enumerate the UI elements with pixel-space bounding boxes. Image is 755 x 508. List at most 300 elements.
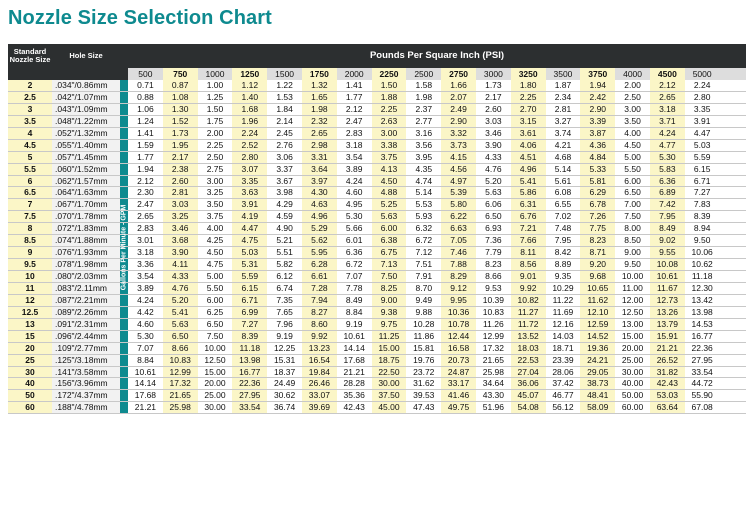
gpm-value-cell: 10.39 [482,294,504,305]
gpm-value-cell: 10.28 [413,318,435,329]
nozzle-size-cell: 5.5 [8,164,52,175]
gpm-value-cell: 9.35 [554,271,572,281]
gpm-value-cell: 9.00 [372,295,407,306]
gpm-value-cell: 5.86 [511,187,546,198]
gpm-value-cell: 6.01 [345,235,363,246]
gpm-value-cell: 2.50 [206,151,224,162]
gpm-value-cell: 5.31 [232,259,267,270]
gpm-value-cell: 20.00 [204,378,226,389]
gpm-value-cell: 7.88 [441,259,476,270]
hole-size-cell: .052"/1.32mm [52,128,120,139]
gpm-value-cell: 56.12 [552,402,574,413]
gpm-value-cell: 4.24 [345,175,363,186]
gpm-value-cell: 10.65 [580,283,615,294]
gpm-value-cell: 3.87 [580,128,615,139]
gpm-value-cell: 4.47 [232,223,267,234]
nozzle-column-header: Standard Nozzle Size [8,44,52,68]
gpm-value-cell: 8.49 [650,223,685,234]
gpm-value-cell: 3.00 [624,103,641,114]
gpm-value-cell: 46.77 [552,390,574,401]
gpm-value-cell: 3.90 [485,139,502,150]
gpm-value-cell: 27.95 [691,354,713,365]
gpm-value-cell: 2.45 [276,127,293,138]
page-title: Nozzle Size Selection Chart [8,7,272,29]
gpm-value-cell: 1.88 [372,92,407,103]
gpm-value-cell: 6.28 [302,259,337,270]
gpm-value-cell: 6.50 [163,331,198,342]
gpm-value-cell: 8.60 [302,319,337,330]
gpm-value-cell: 3.37 [276,163,293,174]
gpm-value-cell: 58.09 [580,402,615,413]
hole-size-cell: .060"/1.52mm [52,164,120,175]
gpm-value-cell: 1.41 [137,127,154,138]
gpm-value-cell: 54.08 [511,402,546,413]
gpm-value-cell: 11.67 [650,283,685,294]
gpm-value-cell: 1.84 [276,103,293,114]
gpm-value-cell: 3.61 [511,128,546,139]
gpm-value-cell: 53.03 [650,390,685,401]
gpm-value-cell: 21.21 [134,402,157,413]
gpm-value-cell: 13.42 [691,294,713,305]
gpm-value-cell: 6.71 [693,175,711,186]
gpm-value-cell: 11.62 [580,295,615,306]
gpm-value-cell: 15.00 [204,366,226,377]
gpm-value-cell: 2.37 [415,103,433,114]
gpm-value-cell: 19.36 [580,343,615,354]
gpm-value-cell: 3.90 [163,247,198,258]
hole-size-cell: .067"/1.70mm [52,199,120,210]
gpm-value-cell: 25.98 [163,402,198,413]
hole-size-cell: .048"/1.22mm [52,116,120,127]
gpm-value-cell: 3.00 [206,175,224,186]
gpm-value-cell: 3.38 [372,140,407,151]
gpm-value-cell: 4.77 [650,140,685,151]
gpm-value-cell: 29.05 [580,367,615,378]
gpm-value-cell: 2.80 [232,152,267,163]
gpm-value-cell: 6.99 [232,307,267,318]
gpm-value-cell: 4.33 [163,271,198,282]
gpm-value-cell: 3.75 [372,152,407,163]
psi-header-cell: 3250 [511,68,546,80]
gpm-value-cell: 10.78 [441,319,476,330]
nozzle-size-cell: 2.5 [8,92,52,103]
gpm-value-cell: 5.30 [137,330,154,341]
gpm-value-cell: 9.12 [441,283,476,294]
gpm-value-cell: 27.95 [232,390,267,401]
gpm-value-cell: 8.11 [511,247,546,258]
table-row [8,319,746,331]
gpm-value-cell: 11.00 [622,282,643,293]
gpm-value-cell: 5.39 [441,187,476,198]
gpm-value-cell: 3.18 [650,104,685,115]
gpm-value-cell: 49.75 [441,402,476,413]
gpm-value-cell: 2.60 [163,176,198,187]
table-row [8,199,746,211]
hole-size-cell: .072"/1.83mm [52,223,120,234]
gpm-value-cell: 5.81 [580,176,615,187]
gpm-value-cell: 9.53 [485,282,502,293]
gpm-value-cell: 3.50 [624,115,641,126]
gpm-value-cell: 13.52 [511,331,546,342]
gpm-value-cell: 2.90 [580,104,615,115]
gpm-value-cell: 3.71 [650,116,685,127]
gpm-value-cell: 5.20 [163,295,198,306]
gpm-value-cell: 3.18 [137,247,154,258]
gpm-value-cell: 5.25 [372,199,407,210]
gpm-value-cell: 2.81 [163,187,198,198]
gpm-value-cell: 6.71 [232,295,267,306]
gpm-value-cell: 2.24 [693,80,711,90]
gpm-value-cell: 2.12 [137,175,154,186]
gpm-value-cell: 9.49 [415,294,433,305]
gpm-value-cell: 25.98 [482,366,504,377]
gpm-value-cell: 6.63 [441,223,476,234]
gpm-value-cell: 28.06 [552,366,574,377]
psi-header-cell: 3750 [580,68,615,80]
gpm-value-cell: 1.77 [137,151,154,162]
gpm-value-cell: 3.50 [206,199,224,210]
table-row [8,80,746,92]
gpm-value-cell: 8.50 [624,235,641,246]
gpm-value-cell: 39.53 [413,390,435,401]
gpm-value-cell: 7.96 [276,318,293,329]
gpm-value-cell: 1.94 [580,80,615,91]
gpm-value-cell: 7.50 [624,211,641,222]
gpm-value-cell: 10.83 [482,306,504,317]
gpm-value-cell: 6.50 [206,318,224,329]
gpm-value-cell: 6.15 [232,283,267,294]
gpm-value-cell: 20.00 [621,342,644,353]
gpm-value-cell: 3.74 [554,127,572,138]
hole-size-cell: .055"/1.40mm [52,140,120,151]
gpm-value-cell: 13.23 [302,343,337,354]
table-row [8,402,746,414]
nozzle-size-cell: 4 [8,128,52,139]
gpm-value-cell: 4.30 [302,187,337,198]
gpm-value-cell: 67.08 [691,402,713,413]
gpm-value-cell: 6.08 [554,187,572,198]
gpm-value-cell: 2.38 [163,164,198,175]
gpm-value-cell: 6.74 [276,282,293,293]
gpm-value-cell: 11.72 [511,319,546,330]
nozzle-size-cell: 8 [8,223,52,234]
gpm-value-cell: 21.21 [343,366,365,377]
psi-header-cell: 4000 [623,69,643,79]
gpm-value-cell: 8.89 [554,259,572,270]
gpm-value-cell: 14.14 [134,378,157,389]
gpm-value-cell: 2.70 [511,104,546,115]
gpm-value-cell: 3.89 [345,163,363,174]
gpm-value-cell: 16.77 [691,330,713,341]
gpm-value-cell: 12.99 [163,367,198,378]
gpm-value-cell: 3.36 [137,259,154,270]
gpm-value-cell: 4.36 [580,140,615,151]
gpm-value-cell: 2.32 [302,116,337,127]
gpm-value-cell: 1.32 [302,80,337,91]
hole-size-cell: .172"/4.37mm [52,390,120,401]
gpm-value-cell: 2.25 [372,104,407,115]
gpm-value-cell: 15.00 [372,343,407,354]
gpm-value-cell: 1.68 [232,104,267,115]
gpm-value-cell: 9.38 [372,307,407,318]
gpm-value-cell: 12.30 [691,282,713,293]
nozzle-size-cell: 25 [8,355,52,366]
gpm-value-cell: 16.77 [232,367,267,378]
gpm-value-cell: 5.93 [415,211,433,222]
nozzle-size-cell: 12 [8,295,52,306]
gpm-value-cell: 8.70 [415,282,433,293]
gpm-value-cell: 4.60 [137,318,154,329]
gpm-value-cell: 4.35 [415,163,433,174]
psi-header-cell: 2750 [441,68,476,80]
gpm-value-cell: 26.52 [650,355,685,366]
gpm-value-cell: 33.54 [232,402,267,413]
gpm-value-cell: 4.50 [624,139,641,150]
gpm-value-cell: 3.15 [511,116,546,127]
gpm-value-cell: 11.69 [552,306,574,317]
gpm-value-cell: 1.06 [137,103,154,114]
gpm-value-cell: 1.24 [137,115,154,126]
hole-size-cell: .125"/3.18mm [52,355,120,366]
table-row [8,211,746,223]
gpm-value-cell: 11.86 [413,330,435,341]
gpm-value-cell: 14.14 [343,342,365,353]
gpm-value-cell: 4.00 [624,127,641,138]
gpm-value-cell: 1.94 [137,163,154,174]
gpm-value-cell: 6.25 [206,306,224,317]
gpm-value-cell: 1.58 [415,80,433,90]
gpm-value-cell: 13.00 [621,318,644,329]
gpm-value-cell: 2.80 [693,91,711,102]
gpm-value-cell: 3.18 [345,139,363,150]
nozzle-size-cell: 2 [8,80,52,91]
table-row [8,164,746,176]
gpm-value-cell: 2.63 [372,116,407,127]
nozzle-chart-table [8,44,746,414]
gpm-value-cell: 1.96 [232,116,267,127]
hole-size-cell: .087"/2.21mm [52,295,120,306]
gpm-label-text: Gallons Per Minute - GPM [120,204,128,290]
gpm-value-cell: 4.42 [137,306,154,317]
gpm-value-cell: 16.58 [441,343,476,354]
table-row [8,152,746,164]
gpm-value-cell: 15.31 [273,354,296,365]
gpm-value-cell: 11.18 [232,343,267,354]
gpm-value-cell: 6.76 [511,211,546,222]
gpm-value-cell: 11.25 [372,331,407,342]
table-body [8,80,746,414]
gpm-value-cell: 41.46 [441,390,476,401]
gpm-value-cell: 9.92 [302,331,337,342]
gpm-value-cell: 5.00 [624,151,641,162]
gpm-value-cell: 38.73 [580,378,615,389]
gpm-value-cell: 23.72 [413,366,435,377]
gpm-value-cell: 4.19 [232,211,267,222]
gpm-value-cell: 10.29 [552,282,574,293]
gpm-value-cell: 17.32 [482,342,504,353]
gpm-value-cell: 5.59 [232,271,267,282]
gpm-value-cell: 5.50 [624,163,641,174]
gpm-value-cell: 3.67 [276,175,293,186]
gpm-value-cell: 9.50 [624,259,641,270]
gpm-value-cell: 5.51 [276,247,293,258]
gpm-value-cell: 3.95 [415,151,433,162]
gpm-value-cell: 7.78 [345,282,363,293]
nozzle-size-cell: 7.5 [8,211,52,222]
gpm-value-cell: 2.47 [137,199,154,210]
gpm-value-cell: 0.87 [163,80,198,91]
table-row [8,378,746,390]
gpm-value-cell: 1.66 [441,80,476,91]
gpm-value-cell: 3.39 [580,116,615,127]
gpm-value-cell: 10.06 [691,247,713,258]
gpm-value-cell: 18.03 [511,343,546,354]
hole-size-cell: .034"/0.86mm [52,80,120,91]
gpm-value-cell: 9.75 [372,319,407,330]
gpm-value-cell: 3.16 [415,127,433,138]
gpm-value-cell: 31.82 [650,367,685,378]
table-row [8,247,746,259]
gpm-value-cell: 3.64 [302,164,337,175]
gpm-value-cell: 1.75 [206,115,224,126]
gpm-value-cell: 9.01 [511,271,546,282]
gpm-value-cell: 4.50 [206,247,224,258]
gpm-value-cell: 4.96 [511,164,546,175]
gpm-value-cell: 5.33 [580,164,615,175]
gpm-value-cell: 8.29 [441,271,476,282]
gpm-value-cell: 30.00 [621,366,644,377]
table-row [8,390,746,402]
gpm-value-cell: 6.89 [650,187,685,198]
gpm-value-cell: 3.54 [137,271,154,281]
gpm-value-cell: 5.63 [372,211,407,222]
hole-size-cell: .096"/2.44mm [52,331,120,342]
gpm-value-cell: 5.20 [485,175,502,186]
gpm-value-cell: 43.30 [482,390,504,401]
gpm-value-cell: 2.30 [137,187,154,198]
gpm-value-cell: 8.66 [485,271,502,281]
psi-header-cell: 4500 [650,68,685,80]
gpm-value-cell: 9.50 [693,235,711,246]
gpm-value-cell: 9.88 [415,306,433,317]
gpm-value-cell: 22.53 [511,355,546,366]
gpm-value-cell: 7.95 [554,235,572,246]
gpm-value-cell: 18.75 [372,355,407,366]
gpm-value-cell: 17.68 [134,390,157,401]
gpm-value-cell: 40.00 [621,378,644,389]
gpm-value-cell: 2.12 [345,103,363,114]
header-lead [8,68,120,80]
table-row [8,271,746,283]
gpm-value-cell: 3.97 [302,176,337,187]
gpm-value-cell: 9.19 [276,330,293,341]
gpm-value-cell: 6.15 [693,163,711,174]
gpm-value-cell: 5.66 [345,223,363,234]
psi-header-cell: 2250 [372,68,407,80]
gpm-value-cell: 2.07 [441,92,476,103]
psi-header-cell: 1750 [302,68,337,80]
gpm-value-cell: 1.98 [302,104,337,115]
gpm-value-cell: 4.63 [302,199,337,210]
gpm-value-cell: 10.36 [441,307,476,318]
gpm-value-cell: 3.31 [302,152,337,163]
gpm-value-cell: 8.23 [485,259,502,270]
gpm-value-cell: 3.35 [232,176,267,187]
gpm-value-cell: 12.73 [650,295,685,306]
gpm-value-cell: 5.63 [163,319,198,330]
nozzle-size-cell: 9 [8,247,52,258]
psi-header-cell: 2000 [344,69,364,79]
gpm-value-cell: 24.49 [273,378,296,389]
gpm-value-cell: 3.35 [693,103,711,114]
nozzle-size-cell: 5 [8,152,52,163]
gpm-value-cell: 6.36 [650,176,685,187]
gpm-value-cell: 5.29 [302,223,337,234]
gpm-value-cell: 1.87 [554,80,572,90]
table-row [8,176,746,188]
gpm-value-cell: 18.71 [552,342,574,353]
gpm-value-cell: 7.75 [580,223,615,234]
gpm-value-cell: 11.18 [691,271,713,281]
nozzle-size-cell: 11 [8,283,52,294]
gpm-value-cell: 6.38 [372,235,407,246]
gpm-value-cell: 3.91 [693,115,711,126]
gpm-value-cell: 23.39 [552,354,574,365]
table-row [8,367,746,379]
gpm-value-cell: 6.55 [554,199,572,210]
gpm-value-cell: 10.61 [343,330,365,341]
gpm-value-cell: 5.62 [302,235,337,246]
gpm-value-cell: 22.36 [232,378,267,389]
gpm-value-cell: 63.64 [650,402,685,413]
gpm-value-cell: 3.98 [276,187,293,198]
gpm-value-cell: 5.21 [276,235,293,246]
gpm-value-cell: 5.14 [415,187,433,198]
gpm-value-cell: 9.68 [580,271,615,282]
gpm-value-cell: 15.91 [650,331,685,342]
gpm-value-cell: 4.75 [232,235,267,246]
gpm-value-cell: 1.08 [163,92,198,103]
hole-column-header: Hole Size [52,44,120,68]
nozzle-size-cell: 40 [8,378,52,389]
gpm-value-cell: 15.81 [413,342,435,353]
gpm-value-cell: 7.66 [511,235,546,246]
gpm-value-cell: 8.84 [137,354,154,365]
gpm-value-cell: 1.59 [137,139,154,150]
gpm-value-cell: 4.84 [580,152,615,163]
gpm-value-cell: 6.72 [345,259,363,270]
hole-size-cell: .057"/1.45mm [52,152,120,163]
gpm-value-cell: 2.42 [580,92,615,103]
gpm-value-cell: 12.10 [580,307,615,318]
gpm-value-cell: 6.00 [206,294,224,305]
gpm-value-cell: 6.22 [441,211,476,222]
table-header-top [8,44,746,68]
gpm-value-cell: 5.63 [485,187,502,198]
gpm-value-cell: 34.64 [482,378,504,389]
gpm-value-cell: 7.83 [693,199,711,210]
gpm-value-cell: 3.54 [345,151,363,162]
gpm-value-cell: 4.24 [137,294,154,305]
gpm-value-cell: 8.49 [345,294,363,305]
gpm-value-cell: 1.50 [206,103,224,114]
gpm-value-cell: 2.65 [650,92,685,103]
nozzle-size-cell: 3.5 [8,116,52,127]
psi-header-cell: 3000 [483,69,503,79]
gpm-value-cell: 3.63 [232,187,267,198]
gpm-value-cell: 2.17 [485,91,502,102]
gpm-value-cell: 5.53 [415,199,433,210]
